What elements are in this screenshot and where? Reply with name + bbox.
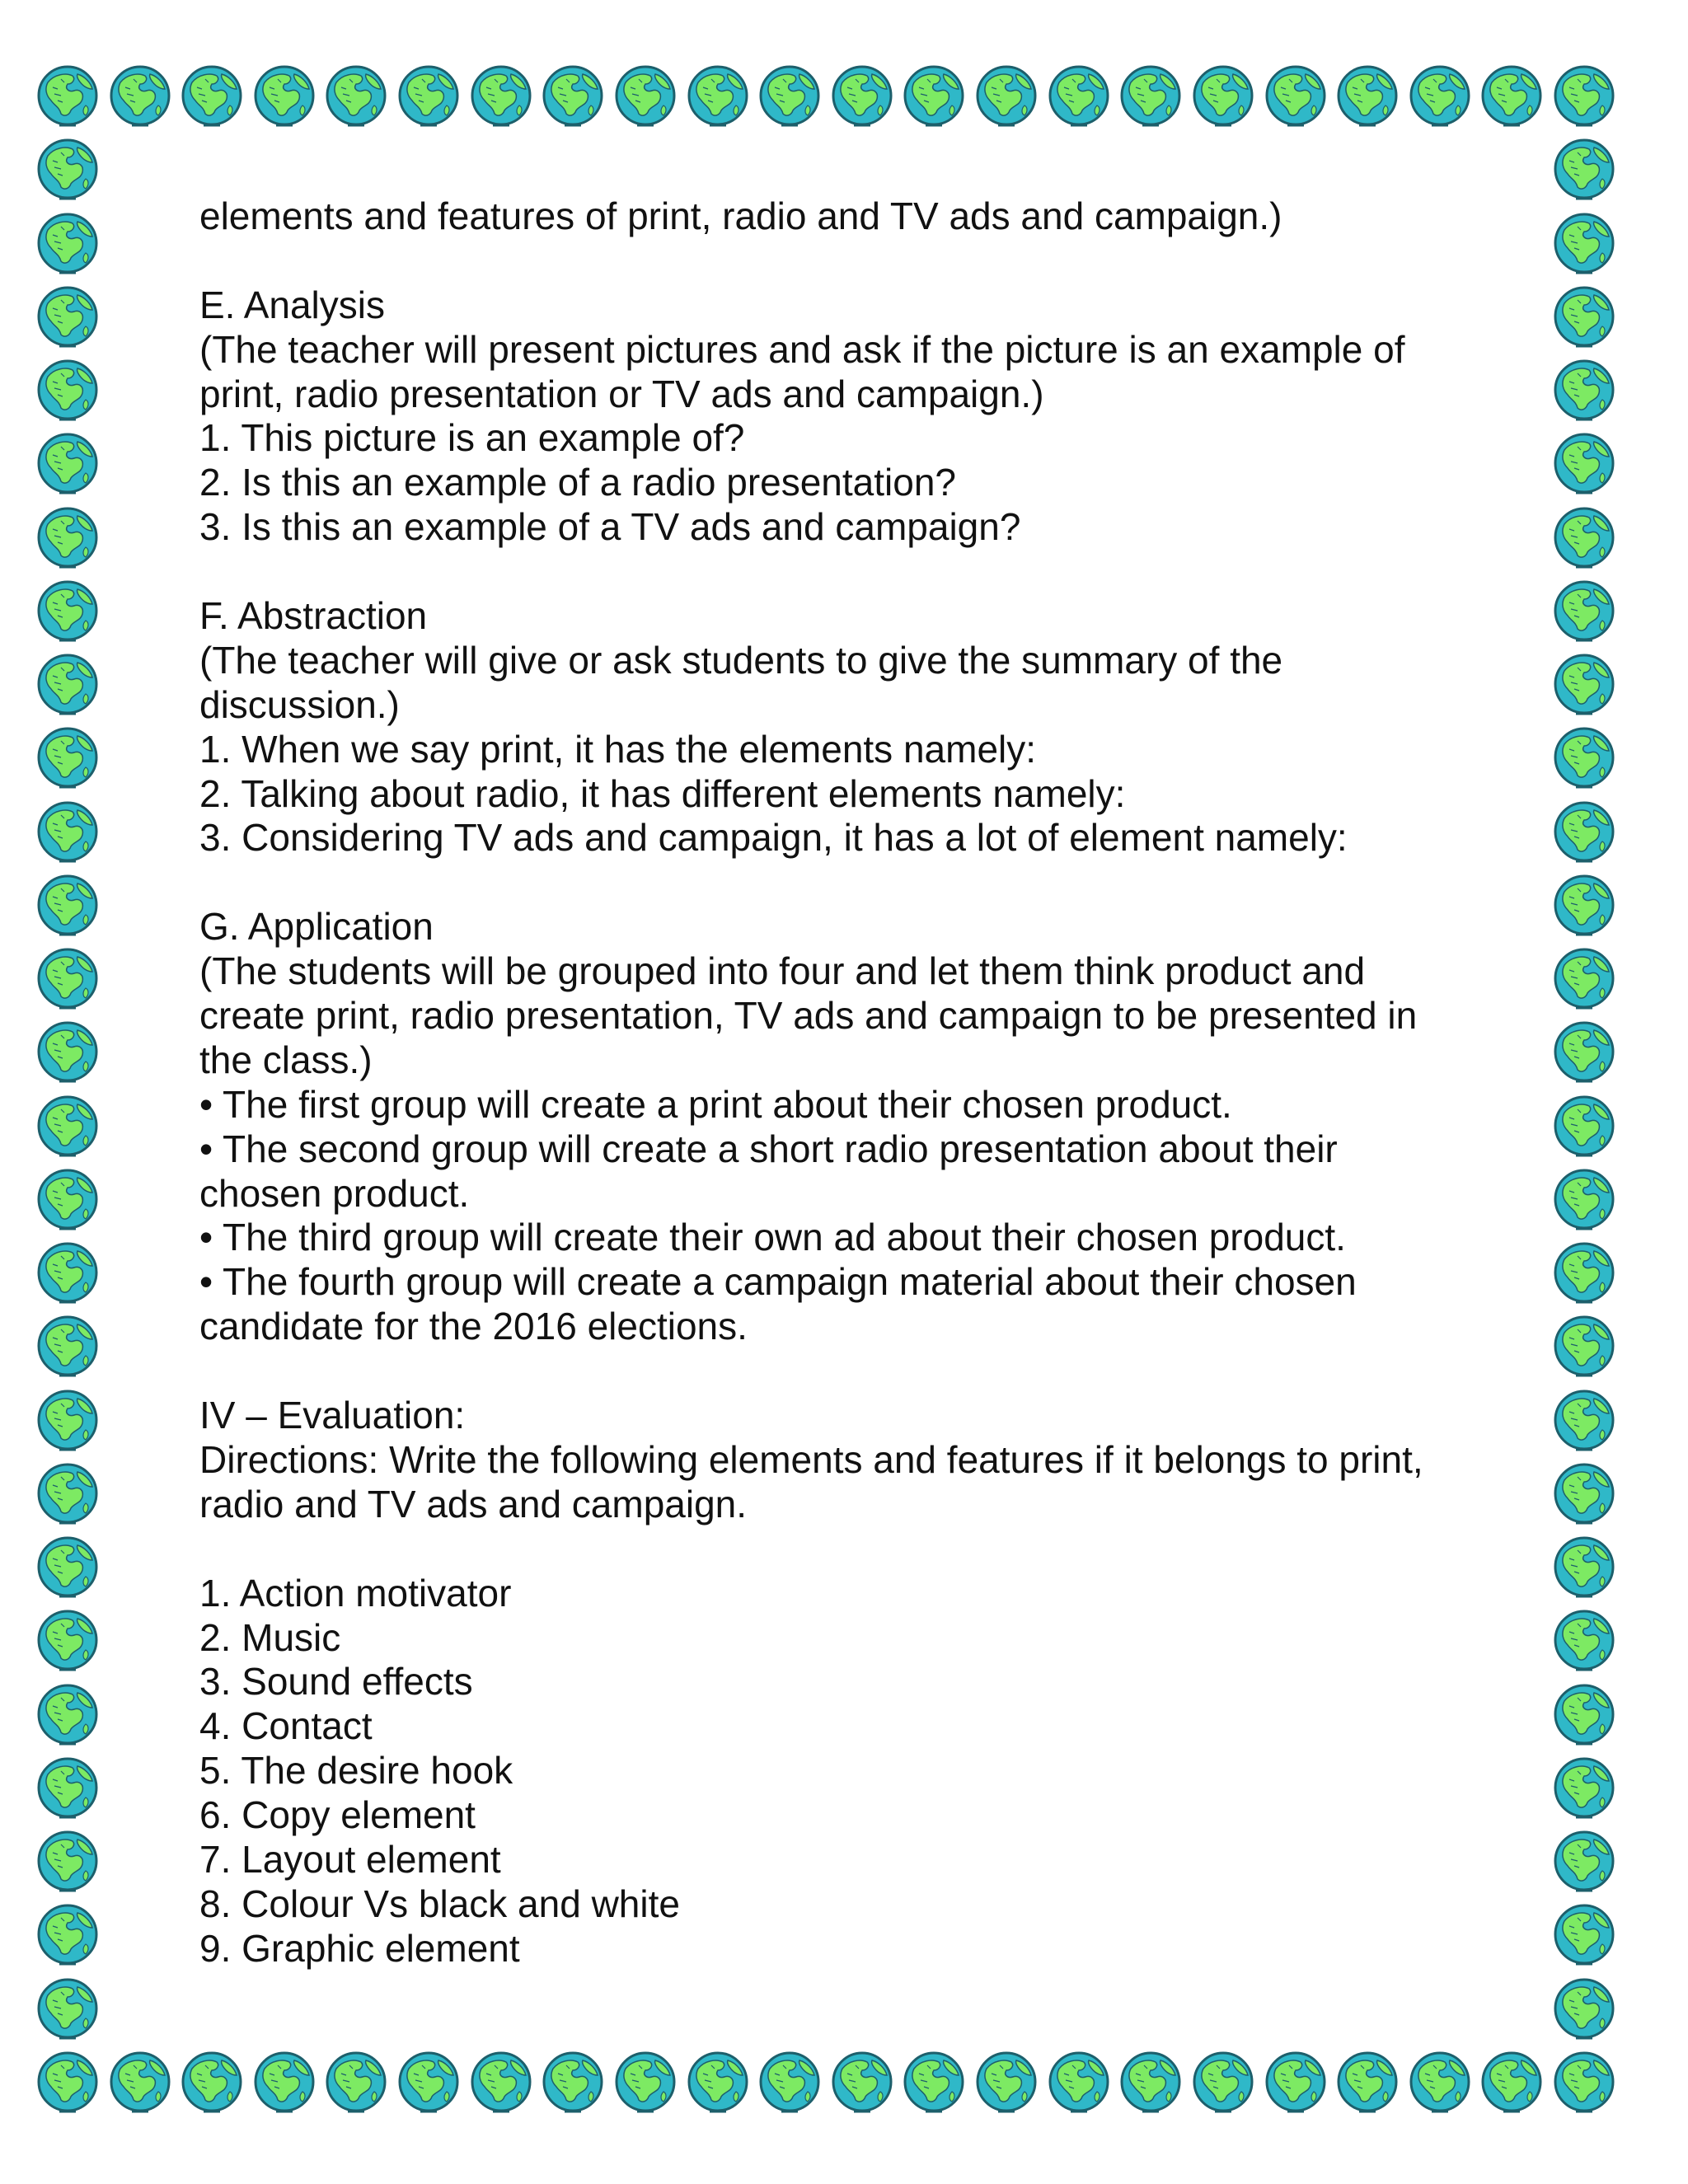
globe-icon	[36, 506, 99, 569]
globe-icon	[903, 64, 965, 127]
globe-icon	[758, 64, 821, 127]
globe-icon	[903, 2050, 965, 2113]
globe-icon	[1192, 2050, 1254, 2113]
globe-icon	[1192, 64, 1254, 127]
globe-icon	[36, 1756, 99, 1819]
globe-icon	[36, 1977, 99, 2040]
list-item: 1. This picture is an example of?	[199, 416, 745, 460]
globe-icon	[1409, 2050, 1471, 2113]
globe-icon	[542, 2050, 604, 2113]
globe-icon	[1048, 2050, 1110, 2113]
globe-icon	[36, 800, 99, 863]
globe-icon	[1553, 1535, 1615, 1598]
globe-icon	[1409, 64, 1471, 127]
globe-icon	[36, 653, 99, 715]
text-line: print, radio presentation or TV ads and campaign.)	[199, 372, 1044, 415]
blank-line	[199, 550, 1485, 594]
globe-icon	[831, 2050, 893, 2113]
globe-icon	[1264, 64, 1327, 127]
globe-icon	[470, 64, 532, 127]
blank-line	[199, 860, 1485, 905]
globe-icon	[36, 285, 99, 348]
globe-icon	[36, 1389, 99, 1451]
globe-icon	[36, 947, 99, 1010]
globe-icon	[1119, 2050, 1182, 2113]
directions-text: Directions: Write the following elements and features if it belongs to print,	[199, 1437, 1423, 1481]
globe-icon	[1553, 1977, 1615, 2040]
globe-icon	[397, 64, 460, 127]
globe-icon	[1553, 1903, 1615, 1966]
globe-icon	[36, 1094, 99, 1157]
globe-icon	[1553, 947, 1615, 1010]
evaluation-item: 9. Graphic element	[199, 1926, 520, 1970]
globe-icon	[1553, 800, 1615, 863]
list-item: 3. Is this an example of a TV ads and campaign?	[199, 505, 1021, 549]
globe-icon	[1264, 2050, 1327, 2113]
document-body	[199, 194, 1485, 1971]
globe-icon	[1553, 579, 1615, 642]
text-line: the class.)	[199, 1038, 373, 1081]
blank-line	[199, 1349, 1485, 1394]
globe-icon	[1480, 64, 1543, 127]
globe-icon	[1553, 1389, 1615, 1451]
globe-icon	[36, 1020, 99, 1083]
globe-icon	[1553, 653, 1615, 715]
globe-icon	[1553, 1609, 1615, 1671]
globe-icon	[687, 2050, 749, 2113]
blank-line	[199, 1527, 1485, 1572]
bullet-item-continuation: chosen product.	[199, 1171, 470, 1215]
globe-icon	[1553, 1168, 1615, 1230]
globe-icon	[325, 2050, 387, 2113]
globe-icon	[975, 2050, 1038, 2113]
evaluation-item: 7. Layout element	[199, 1837, 501, 1881]
globe-icon	[36, 579, 99, 642]
globe-icon	[36, 1903, 99, 1966]
globe-icon	[36, 432, 99, 494]
globe-icon	[36, 2050, 99, 2113]
globe-icon	[36, 1535, 99, 1598]
globe-icon	[397, 2050, 460, 2113]
globe-icon	[1553, 726, 1615, 789]
globe-icon	[758, 2050, 821, 2113]
globe-icon	[36, 1462, 99, 1525]
text-line: (The students will be grouped into four and let them think product and	[199, 949, 1366, 993]
text-line: create print, radio presentation, TV ads and campaign to be presented in	[199, 994, 1418, 1038]
section-heading-evaluation: IV – Evaluation:	[199, 1394, 466, 1437]
evaluation-item: 4. Contact	[199, 1704, 373, 1748]
bullet-item: • The fourth group will create a campaign material about their chosen	[199, 1260, 1357, 1304]
globe-icon	[36, 1168, 99, 1230]
evaluation-item: 8. Colour Vs black and white	[199, 1882, 680, 1925]
list-item: 3. Considering TV ads and campaign, it has a lot of element namely:	[199, 816, 1348, 860]
text-line: elements and features of print, radio and TV ads and campaign.)	[199, 194, 1282, 237]
globe-icon	[36, 359, 99, 421]
globe-icon	[831, 64, 893, 127]
globe-icon	[109, 2050, 171, 2113]
globe-icon	[1553, 359, 1615, 421]
globe-icon	[1553, 1830, 1615, 1892]
globe-icon	[975, 64, 1038, 127]
globe-icon	[181, 64, 243, 127]
globe-icon	[1553, 1020, 1615, 1083]
globe-icon	[36, 1830, 99, 1892]
globe-icon	[1553, 1094, 1615, 1157]
globe-icon	[325, 64, 387, 127]
globe-icon	[36, 726, 99, 789]
globe-icon	[181, 2050, 243, 2113]
globe-icon	[1553, 285, 1615, 348]
bullet-item: • The second group will create a short radio presentation about their	[199, 1127, 1338, 1170]
globe-icon	[1553, 1241, 1615, 1304]
globe-icon	[1553, 1315, 1615, 1377]
globe-icon	[36, 1315, 99, 1377]
evaluation-item: 5. The desire hook	[199, 1749, 513, 1793]
evaluation-item: 2. Music	[199, 1615, 341, 1659]
bullet-item-continuation: candidate for the 2016 elections.	[199, 1305, 748, 1348]
globe-icon	[1336, 2050, 1399, 2113]
globe-icon	[36, 1241, 99, 1304]
globe-icon	[36, 64, 99, 127]
globe-icon	[1048, 64, 1110, 127]
globe-icon	[1480, 2050, 1543, 2113]
section-heading-abstraction: F. Abstraction	[199, 594, 428, 638]
globe-icon	[1553, 432, 1615, 494]
globe-icon	[687, 64, 749, 127]
globe-icon	[1119, 64, 1182, 127]
text-line: discussion.)	[199, 682, 400, 726]
evaluation-item: 6. Copy element	[199, 1793, 476, 1837]
section-heading-analysis: E. Analysis	[199, 283, 385, 326]
globe-icon	[36, 1609, 99, 1671]
bullet-item: • The first group will create a print about their chosen product.	[199, 1082, 1232, 1126]
list-item: 2. Talking about radio, it has different elements namely:	[199, 771, 1126, 815]
blank-line	[199, 239, 1485, 284]
section-heading-application: G. Application	[199, 905, 434, 949]
globe-icon	[1553, 1683, 1615, 1746]
text-line: (The teacher will present pictures and ask if the picture is an example of	[199, 327, 1405, 371]
globe-icon	[1553, 1756, 1615, 1819]
globe-icon	[542, 64, 604, 127]
evaluation-item: 1. Action motivator	[199, 1571, 512, 1615]
globe-icon	[1553, 1462, 1615, 1525]
list-item: 1. When we say print, it has the elements namely:	[199, 727, 1037, 771]
evaluation-item: 3. Sound effects	[199, 1660, 473, 1704]
globe-icon	[614, 64, 677, 127]
globe-icon	[36, 138, 99, 200]
list-item: 2. Is this an example of a radio presentation?	[199, 461, 957, 504]
globe-icon	[470, 2050, 532, 2113]
globe-icon	[1553, 138, 1615, 200]
globe-icon	[614, 2050, 677, 2113]
globe-icon	[253, 2050, 316, 2113]
globe-icon	[1553, 874, 1615, 936]
globe-icon	[1553, 64, 1615, 127]
globe-icon	[1336, 64, 1399, 127]
text-line: (The teacher will give or ask students to give the summary of the	[199, 638, 1283, 682]
globe-icon	[1553, 506, 1615, 569]
globe-icon	[1553, 2050, 1615, 2113]
globe-icon	[1553, 212, 1615, 274]
globe-icon	[36, 1683, 99, 1746]
globe-icon	[36, 874, 99, 936]
bullet-item: • The third group will create their own ad about their chosen product.	[199, 1216, 1346, 1259]
globe-icon	[109, 64, 171, 127]
globe-icon	[36, 212, 99, 274]
directions-text: radio and TV ads and campaign.	[199, 1482, 748, 1526]
globe-icon	[253, 64, 316, 127]
